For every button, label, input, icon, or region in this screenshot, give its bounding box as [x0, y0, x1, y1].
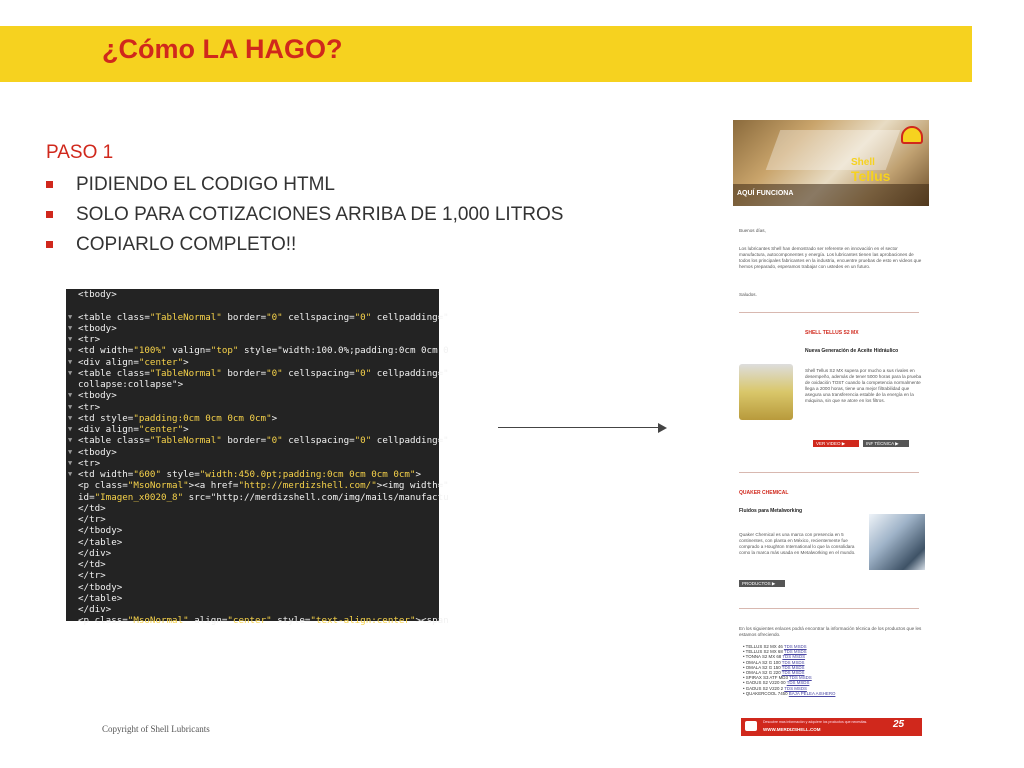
- square-bullet-icon: [46, 211, 53, 218]
- code-line: [66, 537, 439, 548]
- code-line: [66, 323, 439, 334]
- list-item: [743, 691, 835, 696]
- bullet-item: [46, 173, 563, 203]
- product-doc-link[interactable]: TDS MSDS: [783, 644, 807, 649]
- code-text: </table>: [78, 592, 123, 604]
- collapse-arrow-icon: ▼: [68, 357, 73, 366]
- divider: [739, 312, 919, 313]
- monitor-icon: [745, 721, 757, 731]
- anniversary-badge: 25: [893, 719, 905, 730]
- code-line: [66, 402, 439, 413]
- code-text: <p class="MsoNormal"><a href="http://merdizshell.com/"><img width=": [78, 480, 449, 492]
- footer-site-link[interactable]: WWW.MERDIZSHELL.COM: [763, 727, 821, 732]
- code-text: <tbody>: [78, 446, 117, 458]
- code-text: <tbody>: [78, 322, 117, 334]
- code-text: </table>: [78, 536, 123, 548]
- collapse-arrow-icon: ▼: [68, 447, 73, 456]
- html-code-screenshot: [66, 289, 449, 627]
- code-line: [66, 480, 449, 492]
- watch-video-button[interactable]: VER VIDEO ▶: [813, 440, 859, 447]
- square-bullet-icon: [46, 241, 53, 248]
- product-vial-image: [739, 364, 793, 420]
- code-text: </div>: [78, 547, 112, 559]
- email-greeting: Buenos días,: [739, 228, 766, 233]
- code-text: <table class="TableNormal" border="0" cellspacing="0" cellpadding=": [78, 435, 449, 447]
- code-line: [66, 367, 449, 379]
- code-line: [66, 413, 439, 424]
- code-line: [66, 491, 449, 503]
- code-text: <p class="MsoNormal" align="center" style="text-align:center"><span: [78, 615, 449, 627]
- collapse-arrow-icon: ▼: [68, 335, 73, 343]
- code-line: [66, 503, 439, 514]
- collapse-arrow-icon: ▼: [68, 402, 73, 411]
- product-name: • OMALA S2 G 150: [743, 664, 782, 670]
- code-text: </td>: [78, 559, 106, 570]
- code-text: </td>: [78, 502, 106, 514]
- shell-tellus-banner: [733, 120, 929, 206]
- metalworking-image: [869, 514, 925, 570]
- slide-title: ¿Cómo LA HAGO?: [102, 34, 343, 64]
- code-line: [66, 300, 439, 311]
- product-name: • GADUS S2 V220 2: [743, 685, 785, 691]
- banner-label: AQUÍ FUNCIONA: [737, 190, 794, 197]
- product-doc-link[interactable]: TDS MSDS: [789, 675, 812, 681]
- collapse-arrow-icon: ▼: [68, 458, 73, 467]
- code-text: <tr>: [78, 401, 101, 413]
- product-doc-link[interactable]: TDS MSDS: [781, 670, 805, 675]
- code-line: [66, 424, 439, 435]
- code-line: [66, 582, 439, 593]
- product-doc-link[interactable]: TDS MSDS: [781, 659, 805, 665]
- bullet-text: PIDIENDO EL CODIGO HTML: [76, 174, 335, 195]
- email-intro: Los lubricantes Shell han demostrado ser referente en innovación en el sector manufactura, autocomponentes y energía. Los lubricantes tienen las aprobaciones de todos los principales fabricantes en la industria, encuentre pruebas de esto en videos que hemos preparado, esperamos trabajar con ustedes en un futuro.: [739, 246, 922, 269]
- code-text: <table class="TableNormal" border="0" cellspacing="0" cellpadding=": [78, 311, 449, 323]
- product-doc-link[interactable]: BAJA PELEA AISHERO: [788, 690, 836, 696]
- code-line: [66, 289, 439, 300]
- shell-logo-icon: [901, 126, 923, 144]
- product-doc-link[interactable]: TDS MSDS: [782, 654, 806, 660]
- bullet-list: [46, 173, 563, 263]
- product1-title: SHELL TELLUS S2 MX: [805, 330, 859, 336]
- code-text: <tr>: [78, 457, 101, 469]
- code-text: <td width="600" style="width:450.0pt;padding:0cm 0cm 0cm 0cm">: [78, 469, 422, 480]
- code-text: </tr>: [78, 570, 106, 582]
- product-doc-link[interactable]: TDS MSDS: [786, 680, 810, 686]
- collapse-arrow-icon: ▼: [68, 413, 73, 422]
- product2-subtitle: Fluidos para Metalworking: [739, 508, 803, 514]
- products-button[interactable]: PRODUCTOS ▶: [739, 580, 785, 587]
- product-name: • TELLUS S2 MX 46: [743, 644, 784, 649]
- banner-motion-blur: [766, 130, 901, 170]
- product-name: • TELLUS S2 MX 68: [743, 649, 784, 655]
- code-text: id="Imagen_x0020_8" src="http://merdizshell.com/img/mails/manufactu: [78, 491, 449, 503]
- code-line: [66, 345, 449, 357]
- code-line: [66, 311, 449, 323]
- step-title: PASO 1: [46, 142, 114, 163]
- product-doc-link[interactable]: TDS MSDS: [781, 664, 805, 670]
- tech-info-button[interactable]: INF TÉCNICA ▶: [863, 440, 909, 447]
- code-text: <tbody>: [78, 390, 117, 402]
- code-line: [66, 357, 439, 368]
- product1-subtitle: Nueva Generación de Aceite Hidráulico: [805, 348, 899, 354]
- code-line: [66, 334, 439, 345]
- collapse-arrow-icon: ▼: [68, 425, 73, 433]
- code-line: [66, 525, 439, 536]
- product-name: • QUAKERCOOL 7450: [743, 690, 789, 696]
- code-text: </tbody>: [78, 581, 123, 593]
- collapse-arrow-icon: ▼: [68, 323, 73, 332]
- code-line: [66, 615, 449, 627]
- code-line: [66, 435, 449, 447]
- code-text: </tr>: [78, 514, 106, 525]
- email-preview: [733, 118, 929, 738]
- code-line: [66, 458, 439, 469]
- arrow-right-icon: [658, 423, 667, 433]
- arrow-line: [498, 427, 658, 428]
- product-name: • OMALA S2 G 220: [743, 670, 782, 675]
- code-text: <td width="100%" valign="top" style="width:100.0%;padding:0cm 0cm 0: [78, 345, 449, 357]
- code-line: [66, 604, 439, 615]
- copyright-text: Copyright of Shell Lubricants: [102, 724, 210, 734]
- code-text: <div align="center">: [78, 424, 189, 435]
- code-line: [66, 469, 439, 480]
- product-name: • GADUS S2 V220 00: [743, 680, 787, 686]
- collapse-arrow-icon: ▼: [68, 368, 73, 377]
- code-line: [66, 379, 439, 390]
- collapse-arrow-icon: ▼: [68, 470, 73, 478]
- brand-name: Shell: [851, 157, 875, 168]
- product2-body: Quaker Chemical es una marca con presencia en 5 continentes, con planta en México, recientemente fue comprado a Houghton International lo que la consolidara como la marca más usada en Metalworking en el mundo.: [739, 532, 856, 555]
- code-text: <tbody>: [78, 289, 117, 300]
- email-salute: Saludos.: [739, 292, 757, 297]
- code-text: <table class="TableNormal" border="0" cellspacing="0" cellpadding=": [78, 367, 449, 379]
- code-line: [66, 593, 439, 604]
- code-line: [66, 570, 439, 581]
- bullet-text: SOLO PARA COTIZACIONES ARRIBA DE 1,000 LITROS: [76, 204, 564, 225]
- code-line: [66, 548, 439, 559]
- collapse-arrow-icon: ▼: [68, 436, 73, 445]
- code-line: [66, 447, 439, 458]
- square-bullet-icon: [46, 181, 53, 188]
- collapse-arrow-icon: ▼: [68, 346, 73, 355]
- code-line: [66, 559, 439, 570]
- bullet-item: [46, 233, 563, 263]
- product-doc-link[interactable]: TDS MSDS: [783, 649, 807, 655]
- code-text: <div align="center">: [78, 356, 189, 368]
- collapse-arrow-icon: ▼: [68, 312, 73, 321]
- code-text: collapse:collapse">: [78, 379, 184, 390]
- divider: [739, 608, 919, 609]
- product1-body: Shell Tellus S2 MX supera por mucho a sus rivales en desempeño, además de tener 5000 horas para la prueba de oxidación TOST cuando la competencia normalmente llega a 2000 horas, tiene una mejor filtrabilidad que asegura una transferencia estable de la energía en la máquina, sin que se atore en los filtros.: [805, 368, 922, 403]
- collapse-arrow-icon: ▼: [68, 391, 73, 400]
- list-intro: En los siguientes enlaces podrá encontrar la información técnica de los productos que les estamos ofreciendo.: [739, 626, 922, 637]
- bullet-text: COPIARLO COMPLETO!!: [76, 234, 297, 255]
- code-line: [66, 390, 439, 401]
- product-doc-link[interactable]: TDS MSDS: [784, 685, 807, 691]
- code-text: <tr>: [78, 334, 101, 345]
- code-text: </tbody>: [78, 525, 123, 537]
- brand-product: Tellus: [851, 168, 891, 184]
- product-name: • TONNA S2 MX 68: [743, 654, 783, 660]
- product-name: • OMALA S2 G 100: [743, 659, 782, 665]
- bullet-item: [46, 203, 563, 233]
- code-line: [66, 514, 439, 525]
- product2-title: QUAKER CHEMICAL: [739, 490, 789, 496]
- code-text: <td style="padding:0cm 0cm 0cm 0cm">: [78, 412, 278, 424]
- product-name: • SPIRAX S3 ATF MD3: [743, 675, 790, 681]
- code-text: </div>: [78, 604, 112, 615]
- footer-tagline: Descubre mas información y adquiere los productos que necesitas.: [763, 720, 868, 724]
- divider: [739, 472, 919, 473]
